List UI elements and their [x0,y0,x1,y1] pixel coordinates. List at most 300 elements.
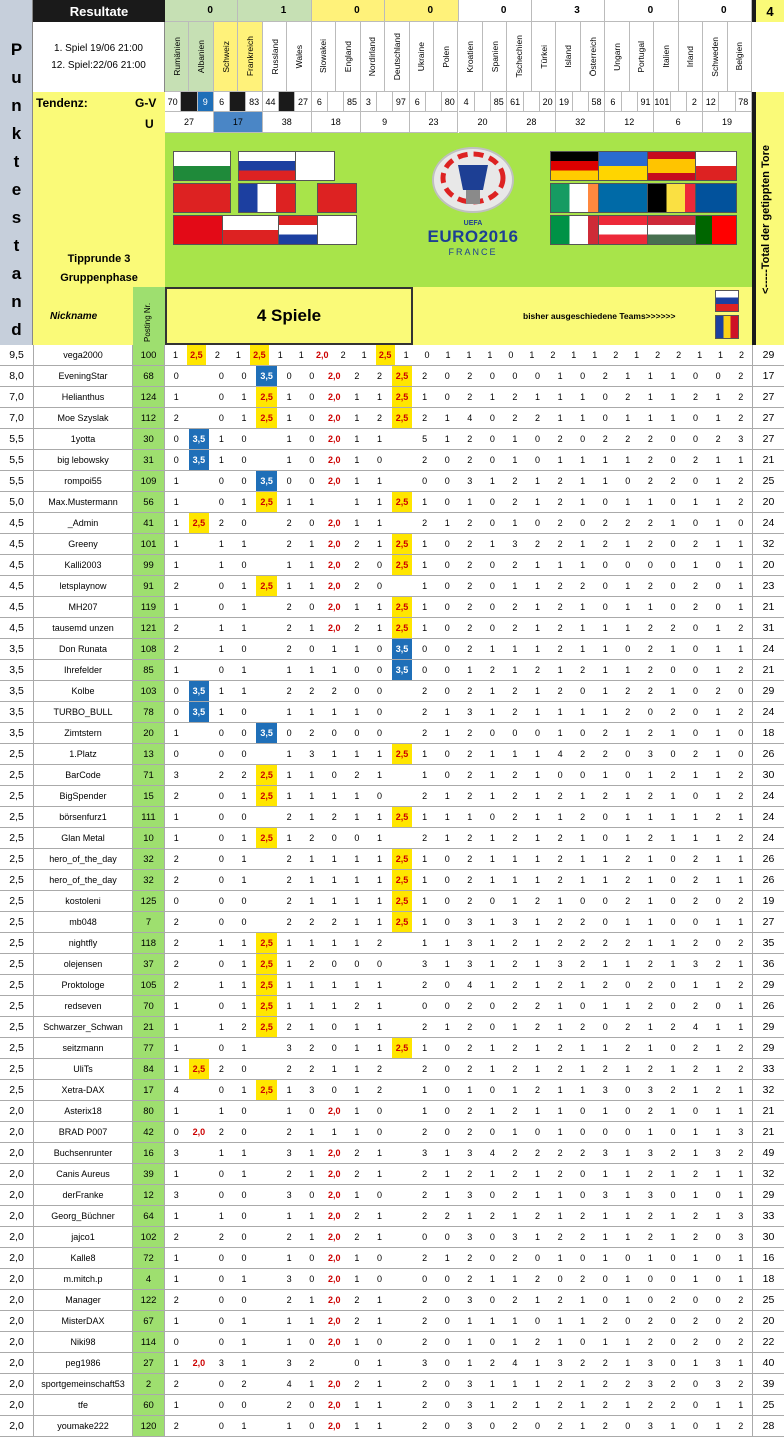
tip-cell: 0 [309,434,315,444]
tip-cell: 1 [376,854,382,864]
round-title: Tipprunde 3 [67,253,131,265]
tip-cell: 3 [467,1421,473,1431]
posting-cell: 99 [133,555,165,575]
tip-cell: 1 [512,1085,518,1095]
tip-cell: 0 [489,728,495,738]
tip-cell: 1 [693,1358,699,1368]
points-cell: 3,5 [0,660,33,680]
tip-cell: 1 [602,770,608,780]
tip-cell: 1 [715,455,721,465]
nickname-cell: mb048 [33,912,133,932]
tip-cell: 4 [286,1379,292,1389]
points-cell: 5,5 [0,450,33,470]
nickname-cell: Asterix18 [33,1101,133,1121]
tip-cell: 3 [557,959,563,969]
table-row [0,1353,784,1374]
tip-cell: 1 [376,812,382,822]
gv-spacer [279,92,295,112]
tip-cell: 2 [625,896,631,906]
team-header-12 [459,22,483,92]
tip-cell: 2 [467,560,473,570]
tip-cell: 0 [422,644,428,654]
posting-cell: 20 [133,723,165,743]
points-cell: 2,0 [0,1269,33,1289]
tip-cell [392,681,413,701]
tip-cell: 1 [466,350,472,360]
total-goals-cell: 16 [752,1248,784,1268]
tip-cell [256,450,277,470]
tip-cell: 0 [422,1232,428,1242]
tip-cell: 0 [444,602,450,612]
tip-cell: 2,0 [328,1169,341,1179]
tip-cell: 1 [580,497,586,507]
table-row [0,849,784,870]
tip-cell: 2 [647,623,653,633]
tip-cell: 0 [602,833,608,843]
tip-cell: 2 [534,1337,540,1347]
u-cell: 6 [654,112,703,133]
tip-cell: 2,5 [256,996,277,1016]
tip-cell: 2 [602,1316,608,1326]
gv-cell: 83 [246,92,262,112]
tip-cell: 2 [557,434,563,444]
tip-cell: 0 [241,1400,247,1410]
nickname-cell: Zimtstern [33,723,133,743]
tip-cell: 0 [489,1190,495,1200]
tip-cell: 2 [557,539,563,549]
total-goals-cell: 24 [752,828,784,848]
tip-cell: 2 [647,455,653,465]
tip-cell: 3 [173,1148,179,1158]
side-letter: e [11,180,22,199]
tip-cell: 1 [693,1127,699,1137]
tip-cell [256,513,277,533]
team-header-22 [703,22,727,92]
tip-cell: 3,5 [392,660,413,680]
tip-cell [392,450,413,470]
game-times [33,22,165,92]
tip-cell [256,1038,277,1058]
tip-cell: 2 [693,1169,699,1179]
tip-cell: 1 [445,350,451,360]
tip-cell: 1 [647,497,653,507]
tip-cell: 2 [647,1337,653,1347]
table-row [0,807,784,828]
tip-cell: 2 [286,896,292,906]
tip-cell: 1 [534,1169,540,1179]
tip-cell: 0 [534,518,540,528]
tip-cell: 0 [693,791,699,801]
tip-cell: 2 [647,686,653,696]
gv-cell: 85 [344,92,360,112]
tip-cell: 2,5 [256,765,277,785]
tip-cell [392,1416,413,1436]
table-row [0,1164,784,1185]
tip-cell: 0 [444,1316,450,1326]
tip-cell: 2,0 [328,1190,341,1200]
tip-cell: 2 [557,1148,563,1158]
tip-cell: 2 [173,854,179,864]
tip-cell: 1 [444,707,450,717]
tip-cell: 2 [422,1253,428,1263]
team-header-15 [532,22,556,92]
tip-cell: 0 [422,1001,428,1011]
tip-cell: 1 [670,1232,676,1242]
tip-cell: 0 [670,1274,676,1284]
tip-cell: 2 [557,1400,563,1410]
tip-cell: 1 [557,1085,563,1095]
tip-cell: 3 [557,1358,563,1368]
tip-cell: 0 [693,476,699,486]
table-row [0,555,784,576]
tip-cell: 2 [489,1211,495,1221]
tip-cell: 1 [354,1022,360,1032]
points-cell: 9,5 [0,345,33,365]
tip-cell: 0 [670,917,676,927]
tip-cell [256,1395,277,1415]
tip-cell: 0 [331,959,337,969]
tip-cell: 1 [718,350,724,360]
tip-cell: 0 [602,602,608,612]
tip-cell: 3 [512,539,518,549]
tip-cell [189,996,210,1016]
tip-cell: 0 [647,1274,653,1284]
tip-cell: 1 [218,1022,224,1032]
tip-cell: 1 [331,938,337,948]
total-goals-cell: 27 [752,429,784,449]
tip-cell: 0 [422,665,428,675]
total-goals-cell: 20 [752,1311,784,1331]
tip-cell: 2 [715,959,721,969]
total-goals-cell: 29 [752,681,784,701]
tip-cell: 2 [693,539,699,549]
tip-cell: 1 [173,1043,179,1053]
tip-cell: 2 [647,518,653,528]
tip-cell: 0 [580,1337,586,1347]
tip-cell: 0 [715,1001,721,1011]
total-goals-cell: 21 [752,1101,784,1121]
tip-cell: 2 [693,1316,699,1326]
tip-cell: 0 [331,1022,337,1032]
tip-cell: 1 [489,959,495,969]
tip-cell: 2,0 [328,455,341,465]
tip-cell: 1 [173,1358,179,1368]
tip-cell: 1 [354,413,360,423]
tip-cell: 2 [512,1064,518,1074]
tip-cell: 0 [693,728,699,738]
nickname-cell: rompoi55 [33,471,133,491]
team-header-14 [507,22,531,92]
team-header-0 [165,22,189,92]
tip-cell: 1 [286,1085,292,1095]
tip-cell: 0 [647,707,653,717]
tip-cell: 1 [715,1106,721,1116]
posting-cell: 42 [133,1122,165,1142]
tip-cell: 1 [354,707,360,717]
gv-spacer [671,92,687,112]
tip-cell: 1 [580,707,586,717]
gv-spacer [524,92,540,112]
tip-cell: 4 [173,1085,179,1095]
tip-cell: 2,5 [256,933,277,953]
tip-cell: 1 [625,1064,631,1074]
tip-cell: 1 [534,392,540,402]
tip-cell: 1 [715,413,721,423]
tip-cell: 1 [738,959,744,969]
tip-cell: 0 [715,1253,721,1263]
points-cell: 2,5 [0,975,33,995]
tip-cell: 1 [634,350,640,360]
tip-cell: 0 [309,392,315,402]
tip-cell [256,681,277,701]
tip-cell: 1 [738,1169,744,1179]
tip-cell: 2,0 [328,1274,341,1284]
tip-cell: 1 [602,665,608,675]
tip-cell: 1 [354,518,360,528]
tip-cell [256,1374,277,1394]
tip-cell: 0 [534,371,540,381]
tip-cell: 1 [489,539,495,549]
gv-cell: 6 [410,92,426,112]
tip-cell: 1 [489,917,495,927]
tip-cell: 1 [602,1106,608,1116]
tip-cell: 1 [557,1106,563,1116]
nickname-cell: peg1986 [33,1353,133,1373]
tip-cell: 1 [534,1295,540,1305]
tip-cell: 0 [218,896,224,906]
tip-cell: 0 [489,497,495,507]
tip-cell: 3 [467,1295,473,1305]
total-goals-cell: 22 [752,1332,784,1352]
gv-cell: 85 [491,92,507,112]
nickname-cell: Proktologe [33,975,133,995]
tip-cell: 1 [715,518,721,528]
tip-cell [189,534,210,554]
tip-cell: 1 [512,1127,518,1137]
tip-cell: 2 [670,707,676,717]
tip-cell: 1 [647,812,653,822]
points-cell: 3,5 [0,681,33,701]
tip-cell: 1 [592,350,598,360]
tip-cell [392,1185,413,1205]
total-goals-cell: 30 [752,765,784,785]
tip-cell: 1 [376,1379,382,1389]
tip-cell: 2 [625,854,631,864]
tip-cell [256,660,277,680]
tip-cell: 1 [602,1043,608,1053]
tip-cell: 0 [670,1127,676,1137]
tip-cell: 2 [557,1379,563,1389]
tip-cell: 1 [580,539,586,549]
points-cell: 7,0 [0,408,33,428]
points-cell: 2,5 [0,1059,33,1079]
team-header-17 [581,22,605,92]
tip-cell: 1 [286,560,292,570]
tip-cell: 0 [670,1316,676,1326]
table-row [0,387,784,408]
tip-cell: 2 [534,1085,540,1095]
nickname-cell: BigSpender [33,786,133,806]
tip-cell: 2 [286,854,292,864]
tip-cell [324,1353,345,1373]
tip-cell: 2,5 [189,513,210,533]
tip-cell: 0 [625,560,631,570]
tip-cell: 0 [444,644,450,654]
tip-cell: 2 [309,917,315,927]
tip-cell: 3 [715,1358,721,1368]
tip-cell: 1 [738,1022,744,1032]
tip-cell: 1 [580,644,586,654]
gv-cell: 97 [393,92,409,112]
tip-cell: 1 [693,980,699,990]
tip-cell: 0 [693,1295,699,1305]
tip-cell: 0 [218,1400,224,1410]
tip-cell: 0 [376,644,382,654]
tip-cell: 0 [218,1274,224,1284]
tip-cell [324,492,345,512]
points-cell: 2,0 [0,1227,33,1247]
nickname-cell: olejensen [33,954,133,974]
tip-cell: 2 [557,518,563,528]
tip-cell: 0 [444,896,450,906]
u-cell: 19 [703,112,752,133]
tip-cell: 0 [218,875,224,885]
tip-cell: 2 [512,1148,518,1158]
tip-cell: 2 [647,959,653,969]
tip-cell: 1 [309,875,315,885]
tip-cell: 1 [444,1169,450,1179]
tip-cell: 2,5 [256,1017,277,1037]
tip-cell: 1 [241,581,247,591]
tip-cell: 1 [693,770,699,780]
tip-cell: 1 [422,875,428,885]
tip-cell: 1 [331,665,337,675]
tip-cell [392,1332,413,1352]
tip-cell: 1 [241,1337,247,1347]
tip-cell: 0 [670,1001,676,1011]
tip-cell: 0 [173,686,179,696]
tip-cell: 3 [693,959,699,969]
table-row [0,534,784,555]
tip-cell: 0 [444,1421,450,1431]
table-row [0,891,784,912]
tip-cell: 1 [173,812,179,822]
nickname-cell: Niki98 [33,1332,133,1352]
tip-cell: 1 [489,791,495,801]
tip-cell: 0 [218,728,224,738]
tip-cell: 0 [489,560,495,570]
tip-cell: 2 [557,1043,563,1053]
tip-cell: 0 [489,623,495,633]
tip-cell: 2 [625,518,631,528]
tip-cell: 2 [467,644,473,654]
tip-cell: 1 [376,1295,382,1305]
u-label: U [145,117,154,131]
tip-cell: 1 [309,665,315,675]
tip-cell: 1 [557,560,563,570]
tip-cell: 1 [173,1169,179,1179]
tip-cell: 1 [534,581,540,591]
tip-cell: 1 [309,560,315,570]
tip-cell: 1 [444,812,450,822]
tip-cell: 1 [309,896,315,906]
tip-cell: 0 [218,1316,224,1326]
total-goals-cell: 29 [752,1017,784,1037]
team-header-23 [728,22,752,92]
tip-cell: 1 [670,1211,676,1221]
tip-cell: 0 [557,770,563,780]
total-goals-cell: 18 [752,1269,784,1289]
tip-cell: 2 [557,644,563,654]
tip-cell [392,1311,413,1331]
tip-cell: 1 [331,875,337,885]
tip-cell: 0 [241,518,247,528]
tip-cell: 0 [693,707,699,717]
tip-cell: 2 [218,1232,224,1242]
tip-cell: 1 [647,770,653,780]
tip-cell: 1 [354,1106,360,1116]
tip-cell: 2 [512,1043,518,1053]
tip-cell: 2 [467,1064,473,1074]
tip-cell: 0 [489,1127,495,1137]
tip-cell: 2 [309,1358,315,1368]
tip-cell [189,807,210,827]
nickname-cell: hero_of_the_day [33,870,133,890]
team-name: Schweden [709,36,720,77]
tip-cell: 3 [467,1148,473,1158]
posting-cell: 91 [133,576,165,596]
tip-cell: 1 [354,476,360,486]
tip-cell: 2 [602,1379,608,1389]
total-goals-cell: 30 [752,1227,784,1247]
tip-cell: 2 [647,833,653,843]
tip-cell: 2 [512,1253,518,1263]
tip-cell: 2 [647,1106,653,1116]
tip-cell: 2,5 [392,492,413,512]
tip-cell: 0 [580,1253,586,1263]
nickname-cell: börsenfurz1 [33,807,133,827]
tip-cell: 2 [534,665,540,675]
tip-cell: 0 [218,1295,224,1305]
tip-cell: 1 [557,371,563,381]
posting-cell: 70 [133,996,165,1016]
tip-cell: 0 [309,1106,315,1116]
tip-cell: 1 [422,749,428,759]
tip-cell: 2 [738,1337,744,1347]
tip-cell: 0 [444,1337,450,1347]
tip-cell: 1 [625,623,631,633]
tip-cell: 2 [580,749,586,759]
posting-cell: 17 [133,1080,165,1100]
tip-cell: 2 [467,581,473,591]
tip-cell: 1 [625,1001,631,1011]
team-header-20 [654,22,678,92]
tip-cell: 2 [173,1295,179,1305]
tip-cell: 1 [715,707,721,717]
tip-cell: 1 [286,770,292,780]
tip-cell: 1 [512,1274,518,1284]
table-row [0,702,784,723]
total-goals-cell: 29 [752,1185,784,1205]
tip-cell [392,1269,413,1289]
points-cell: 2,5 [0,849,33,869]
tip-cell: 1 [534,686,540,696]
tip-cell: 1 [376,518,382,528]
tip-cell: 2 [422,1421,428,1431]
tip-cell [189,1374,210,1394]
table-row [0,450,784,471]
posting-cell: 27 [133,1353,165,1373]
